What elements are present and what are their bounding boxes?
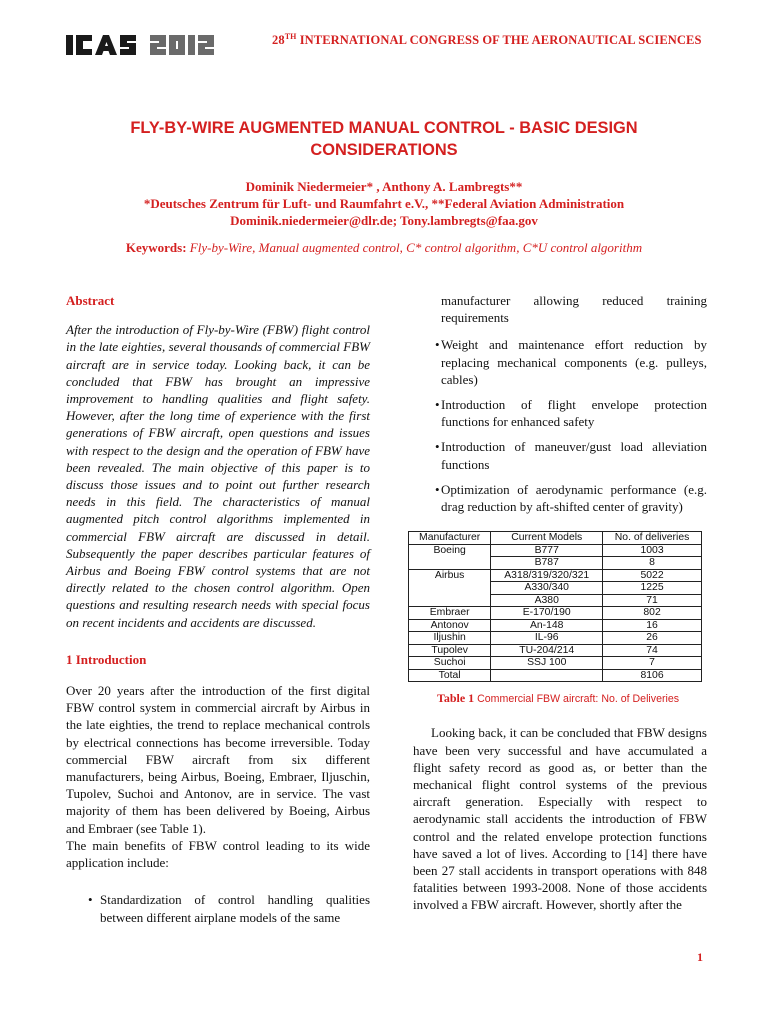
cell-manufacturer: Suchoi [409, 657, 491, 670]
table-row [409, 582, 702, 595]
benefits-list [413, 336, 707, 515]
list-item: • Standardization of control handling qualities between different airplane models of the same [66, 891, 370, 925]
introduction-paragraph: Over 20 years after the introduction of the first digital FBW control system in commercial aircraft by Airbus in the late eighties, the trend to replace mechanical controls by electrical connections has become irreversible. Today commercial FBW aircraft from six different manufacturers, being Airbus, Boeing, Embraer, Iljuschin, Tupolev, Suchoi and Antonov, are in service. The vast majority of them has been delivered by Boeing, Airbus and Embraer (see Table 1). [66, 683, 370, 836]
cell-model: SSJ 100 [491, 657, 603, 670]
cell-deliveries: 5022 [603, 569, 702, 582]
table-row [409, 644, 702, 657]
cell-deliveries: 1003 [603, 544, 702, 557]
table-row [409, 544, 702, 557]
cell-model: B777 [491, 544, 603, 557]
column-header-models: Current Models [491, 532, 603, 545]
left-column [66, 292, 370, 935]
congress-header [272, 32, 702, 48]
author-block [60, 178, 708, 229]
table-row [409, 594, 702, 607]
cell-manufacturer [409, 582, 491, 595]
cell-manufacturer: Tupolev [409, 644, 491, 657]
table-row [409, 557, 702, 570]
congress-name: INTERNATIONAL CONGRESS OF THE AERONAUTICAL SCIENCES [296, 33, 702, 48]
cell-manufacturer: Airbus [409, 569, 491, 582]
cell-deliveries: 8 [603, 557, 702, 570]
table-row [409, 669, 702, 682]
page-number: 1 [697, 950, 703, 964]
benefits-lead-in: The main benefits of FBW control leading to its wide application include: [66, 837, 370, 871]
column-header-manufacturer: Manufacturer [409, 532, 491, 545]
keywords-label: Keywords: [125, 240, 187, 255]
right-column [413, 292, 707, 914]
list-item: • Introduction of flight envelope protection functions for enhanced safety [413, 396, 707, 430]
cell-deliveries: 802 [603, 607, 702, 620]
cell-model: A380 [491, 594, 603, 607]
cell-deliveries: 74 [603, 644, 702, 657]
table-caption-text: Commercial FBW aircraft: No. of Deliveries [474, 693, 680, 706]
introduction-heading: 1 Introduction [66, 651, 147, 667]
cell-manufacturer: Total [409, 669, 491, 682]
author-emails: Dominik.niedermeier@dlr.de; Tony.lambregts@faa.gov [230, 213, 538, 228]
cell-manufacturer: Embraer [409, 607, 491, 620]
looking-back-paragraph: Looking back, it can be concluded that FBW designs have been very successful and have accumulated a flight safety record as good as, or better than the mechanical flight control systems of the previous aircraft generation. Especially with respect to aerodynamic stall accidents the introduction of FBW control and the related envelope protection functions have saved a lot of lives. According to [14] there have been 27 stall accidents in transport operations with 848 fatalities between 1993-2008. None of those accidents involved a FBW aircraft. However, shortly after the [413, 725, 707, 913]
paper-title: FLY-BY-WIRE AUGMENTED MANUAL CONTROL - BASIC DESIGN CONSIDERATIONS [130, 119, 638, 159]
cell-deliveries: 26 [603, 632, 702, 645]
logo-text: ICAS 2012 [66, 33, 71, 34]
cell-model: A330/340 [491, 582, 603, 595]
table-row [409, 569, 702, 582]
table-row [409, 632, 702, 645]
cell-model: TU-204/214 [491, 644, 603, 657]
congress-number-suffix: TH [284, 32, 297, 41]
list-item: • Optimization of aerodynamic performance (e.g. drag reduction by aft-shifted center of gravity) [413, 481, 707, 515]
cell-manufacturer: Iljushin [409, 632, 491, 645]
table-row [409, 657, 702, 670]
abstract-heading: Abstract [66, 293, 115, 308]
affiliations: *Deutsches Zentrum für Luft- und Raumfahrt e.V., **Federal Aviation Administration [143, 196, 625, 211]
cell-deliveries: 16 [603, 619, 702, 632]
cell-model: IL-96 [491, 632, 603, 645]
cell-manufacturer: Boeing [409, 544, 491, 557]
icas-2012-logo [66, 33, 226, 57]
deliveries-table [408, 531, 702, 682]
table-row [409, 619, 702, 632]
abstract-text: After the introduction of Fly-by-Wire (FBW) flight control in the late eighties, several thousands of commercial FBW aircraft are in service today. Looking back, it can be concluded that FBW has brought an impressive improvement to handling qualities and flight safety. However, after the long time of experience with the first generations of FBW aircraft, open questions and issues with respect to the design and the operation of FBW have been revealed. The main objective of this paper is to discuss those issues and to point out further research needs in this field. The characteristics of manual augmented pitch control algorithms implemented in commercial FBW aircraft are discussed in detail. Subsequently the paper describes particular features of Airbus and Boeing FBW control systems that are not directly related to the chosen control algorithm. Open questions and resulting research needs with special focus on recent incidents and accidents are discussed. [66, 322, 370, 630]
congress-number: 28 [272, 33, 285, 48]
list-item-continued: manufacturer allowing reduced training requirements [441, 293, 707, 326]
benefits-list-start [66, 891, 370, 925]
cell-model: A318/319/320/321 [491, 569, 603, 582]
cell-model: An-148 [491, 619, 603, 632]
cell-model: B787 [491, 557, 603, 570]
cell-manufacturer [409, 594, 491, 607]
table-caption-label: Table 1 [436, 691, 475, 706]
cell-deliveries: 71 [603, 594, 702, 607]
cell-manufacturer [409, 557, 491, 570]
cell-deliveries: 7 [603, 657, 702, 670]
table-header-row [409, 532, 702, 545]
cell-deliveries: 8106 [603, 669, 702, 682]
keywords-text: Fly-by-Wire, Manual augmented control, C* control algorithm, C*U control algorithm [189, 240, 643, 255]
column-header-deliveries: No. of deliveries [603, 532, 702, 545]
cell-model: E-170/190 [491, 607, 603, 620]
keywords-line [60, 240, 708, 256]
cell-deliveries: 1225 [603, 582, 702, 595]
list-item: • Introduction of maneuver/gust load alleviation functions [413, 438, 707, 472]
table-row [409, 607, 702, 620]
cell-model [491, 669, 603, 682]
cell-manufacturer: Antonov [409, 619, 491, 632]
deliveries-table-container [408, 531, 708, 708]
list-item: • Weight and maintenance effort reduction by replacing mechanical components (e.g. pulleys, cables) [413, 336, 707, 388]
authors: Dominik Niedermeier* , Anthony A. Lambregts** [245, 179, 523, 194]
table-caption [408, 690, 708, 708]
